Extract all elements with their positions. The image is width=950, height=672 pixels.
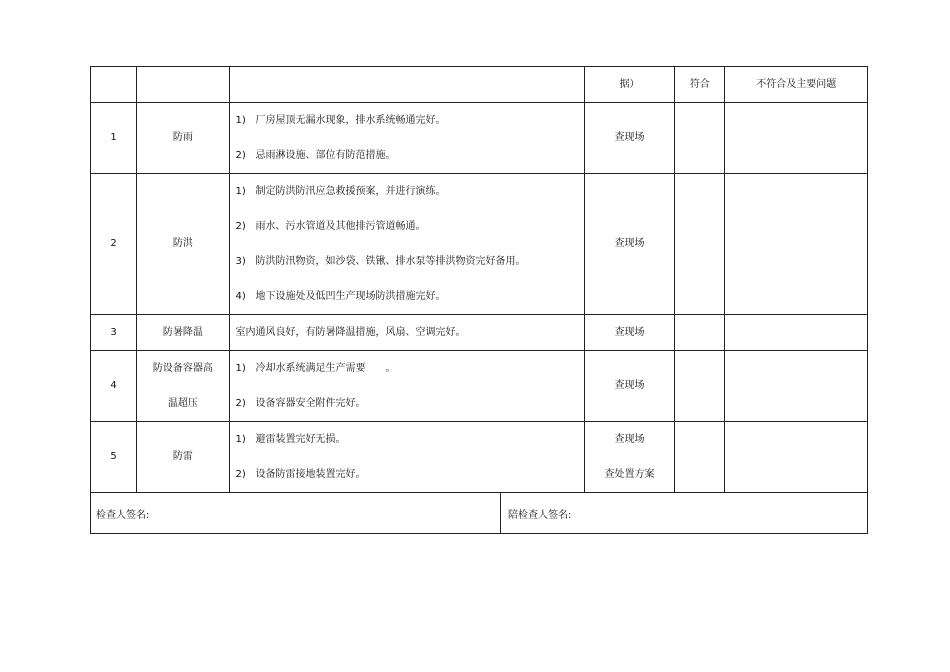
requirement-text: 地下设施处及低凹生产现场防洪措施完好。	[255, 290, 446, 302]
row-number: 5	[91, 422, 137, 493]
requirement-text: 防洪防汛物资，如沙袋、铁锹、排水泵等排洪物资完好备用。	[255, 255, 526, 267]
row-requirements	[229, 174, 584, 315]
conform-cell[interactable]	[675, 174, 725, 315]
table-row	[91, 315, 868, 351]
header-method: 据）	[584, 67, 674, 103]
requirement-line	[230, 174, 584, 209]
requirement-text: 设备防雷接地装置完好。	[255, 468, 366, 480]
item-line: 防暑降温	[162, 326, 203, 338]
accompanying-signature-label: 陪检查人签名:	[508, 509, 572, 521]
requirement-text: 室内通风良好，有防暑降温措施，风扇、空调完好。	[235, 326, 466, 338]
requirement-text: 冷却水系统满足生产需要 。	[255, 362, 396, 374]
problems-cell[interactable]	[725, 315, 868, 351]
requirement-line	[230, 351, 584, 386]
row-method	[584, 174, 674, 315]
table-body	[91, 67, 868, 493]
row-number: 3	[91, 315, 137, 351]
table-row	[91, 103, 868, 174]
row-item	[137, 103, 229, 174]
table-row	[91, 174, 868, 315]
header-row	[91, 67, 868, 103]
header-no	[91, 67, 137, 103]
row-number: 2	[91, 174, 137, 315]
problems-cell[interactable]	[725, 174, 868, 315]
row-number: 1	[91, 103, 137, 174]
row-method	[584, 103, 674, 174]
row-item	[137, 351, 229, 422]
row-requirements	[229, 103, 584, 174]
header-item	[137, 67, 229, 103]
problems-cell[interactable]	[725, 351, 868, 422]
inspector-signature-field[interactable]	[91, 493, 501, 533]
inspection-table	[90, 66, 868, 493]
row-item	[137, 422, 229, 493]
conform-cell[interactable]	[675, 422, 725, 493]
requirement-number: 2)	[235, 220, 246, 232]
requirement-number: 1)	[235, 433, 246, 445]
row-requirements	[229, 315, 584, 351]
item-line: 防设备容器高	[152, 362, 213, 374]
method-line: 查现场	[614, 326, 645, 338]
problems-cell[interactable]	[725, 103, 868, 174]
requirement-line	[230, 422, 584, 457]
method-line: 查处置方案	[604, 468, 655, 480]
inspection-sheet	[90, 66, 868, 534]
requirement-number: 2)	[235, 397, 246, 409]
signature-row	[90, 493, 868, 534]
item-line: 防雨	[172, 132, 193, 143]
conform-cell[interactable]	[675, 103, 725, 174]
header-conform: 符合	[675, 67, 725, 103]
requirement-line	[230, 457, 584, 492]
item-line: 防雷	[172, 451, 193, 462]
header-requirement	[229, 67, 584, 103]
row-item	[137, 174, 229, 315]
requirement-text: 制定防洪防汛应急救援预案，并进行演练。	[255, 185, 446, 197]
requirement-text: 避雷装置完好无损。	[255, 433, 346, 445]
row-requirements	[229, 351, 584, 422]
conform-cell[interactable]	[675, 351, 725, 422]
requirement-line	[230, 386, 584, 421]
method-line: 查现场	[614, 238, 645, 249]
method-line: 查现场	[614, 380, 645, 391]
requirement-text: 雨水、污水管道及其他排污管道畅通。	[255, 220, 426, 232]
row-item	[137, 315, 229, 351]
table-row	[91, 351, 868, 422]
requirement-number: 2)	[235, 149, 246, 161]
requirement-number: 3)	[235, 255, 246, 267]
accompanying-signature-field[interactable]	[501, 493, 867, 533]
method-line: 查现场	[614, 433, 645, 445]
requirement-line	[230, 138, 584, 173]
row-method	[584, 315, 674, 351]
requirement-text: 厂房屋顶无漏水现象，排水系统畅通完好。	[255, 114, 446, 126]
table-row	[91, 422, 868, 493]
requirement-number: 2)	[235, 468, 246, 480]
requirement-line	[230, 279, 584, 314]
header-problems: 不符合及主要问题	[725, 67, 868, 103]
requirement-line	[230, 103, 584, 138]
requirement-line	[230, 209, 584, 244]
method-line: 查现场	[614, 132, 645, 143]
requirement-number: 1)	[235, 185, 246, 197]
problems-cell[interactable]	[725, 422, 868, 493]
row-method	[584, 422, 674, 493]
row-method	[584, 351, 674, 422]
item-line: 防洪	[172, 238, 193, 249]
requirement-text: 设备容器安全附件完好。	[255, 397, 366, 409]
requirement-number: 1)	[235, 362, 246, 374]
requirement-text: 忌雨淋设施、部位有防范措施。	[255, 149, 396, 161]
conform-cell[interactable]	[675, 315, 725, 351]
inspector-signature-label: 检查人签名:	[96, 509, 150, 521]
row-requirements	[229, 422, 584, 493]
requirement-number: 4)	[235, 290, 246, 302]
requirement-number: 1)	[235, 114, 246, 126]
item-line: 温超压	[167, 397, 198, 409]
requirement-line	[230, 315, 584, 350]
row-number: 4	[91, 351, 137, 422]
requirement-line	[230, 244, 584, 279]
